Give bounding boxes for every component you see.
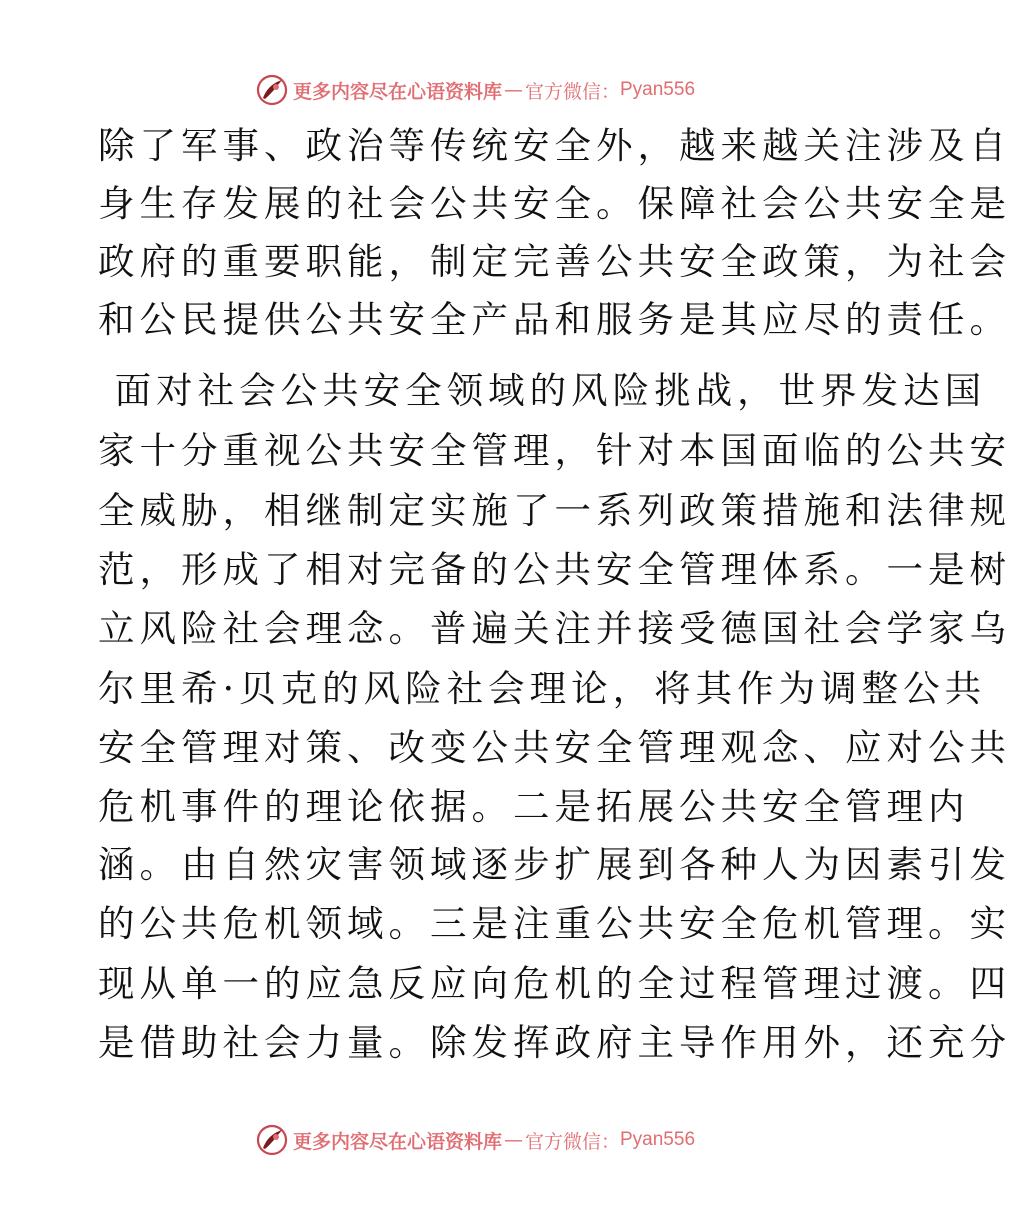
text-line: 全威胁，相继制定实施了一系列政策措施和法律规 <box>98 489 1011 532</box>
text-line: 的公共危机领域。三是注重公共安全危机管理。实 <box>98 902 1011 945</box>
text-line: 尔里希·贝克的风险社会理论，将其作为调整公共 <box>98 667 987 710</box>
text-line: 和公民提供公共安全产品和服务是其应尽的责任。 <box>98 298 1011 341</box>
text-line: 危机事件的理论依据。二是拓展公共安全管理内 <box>98 785 970 828</box>
text-line: 政府的重要职能，制定完善公共安全政策，为社会 <box>98 240 1011 283</box>
text-line: 是借助社会力量。除发挥政府主导作用外，还充分 <box>98 1021 1011 1064</box>
banner-title: 更多内容尽在心语资料库 <box>292 1130 502 1153</box>
logo-icon <box>255 73 289 107</box>
text-line: 家十分重视公共安全管理，针对本国面临的公共安 <box>98 429 1011 472</box>
text-line: 身生存发展的社会公共安全。保障社会公共安全是 <box>98 182 1011 225</box>
text-line: 范，形成了相对完备的公共安全管理体系。一是树 <box>98 548 1011 591</box>
banner-separator: — <box>503 1129 523 1151</box>
banner-separator: — <box>503 79 523 101</box>
text-line: 面对社会公共安全领域的风险挑战，世界发达国 <box>98 369 987 412</box>
banner-official-label: 官方微信： <box>524 1130 620 1153</box>
footer-banner <box>0 1120 950 1160</box>
header-banner <box>0 70 950 110</box>
banner-wechat-id: Pyan556 <box>620 79 696 100</box>
text-line: 安全管理对策、改变公共安全管理观念、应对公共 <box>98 726 1011 769</box>
banner-official-label: 官方微信： <box>524 80 620 103</box>
banner-wechat-id: Pyan556 <box>620 1129 696 1150</box>
banner-title: 更多内容尽在心语资料库 <box>292 80 502 103</box>
logo-icon <box>255 1123 289 1157</box>
text-line: 现从单一的应急反应向危机的全过程管理过渡。四 <box>98 962 1011 1005</box>
text-line: 立风险社会理念。普遍关注并接受德国社会学家乌 <box>98 607 1011 650</box>
text-line: 除了军事、政治等传统安全外，越来越关注涉及自 <box>98 124 1011 167</box>
text-line: 涵。由自然灾害领域逐步扩展到各种人为因素引发 <box>98 843 1011 886</box>
